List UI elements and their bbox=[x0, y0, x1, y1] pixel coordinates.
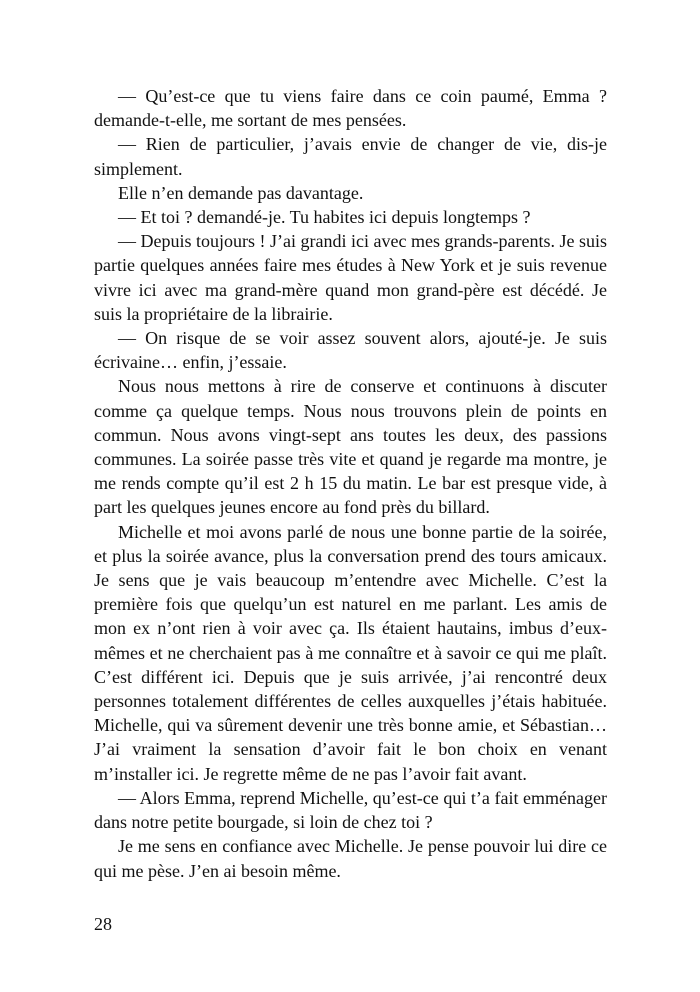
page-number: 28 bbox=[94, 914, 112, 934]
paragraph: — Alors Emma, reprend Michelle, qu’est-ce qui t’a fait emménager dans notre petite bourgade, si loin de chez toi ? bbox=[94, 787, 607, 833]
paragraph: — Depuis toujours ! J’ai grandi ici avec mes grands-parents. Je suis partie quelques années faire mes études à New York et je suis revenue vivre ici avec ma grand-mère quand mon grand-père est décédé. Je suis la propriétaire de la librairie. bbox=[94, 231, 607, 324]
paragraph: — Rien de particulier, j’avais envie de changer de vie, dis-je simplement. bbox=[94, 134, 607, 179]
paragraph: Nous nous mettons à rire de conserve et continuons à discuter comme ça quelque temps. Nous nous trouvons plein de points en commun. Nous avons vingt-sept ans toutes les deux, des passions communes. La soirée passe très vite et quand je regarde ma montre, je me rends compte qu’il est 2 h 15 du matin. Le bar est presque vide, à part les quelques jeunes encore au fond près du billard. bbox=[94, 376, 607, 518]
paragraph: Michelle et moi avons parlé de nous une bonne partie de la soirée, et plus la soirée avance, plus la conversation prend des tours amicaux. Je sens que je vais beaucoup m’entendre avec Michelle. C’est la première fois que quelqu’un est naturel en me parlant. Les amis de mon ex n’ont rien à voir avec ça. Ils étaient hautains, imbus d’eux-mêmes et ne cherchaient pas à me connaître et à savoir ce qui me plaît. C’est différent ici. Depuis que je suis arrivée, j’ai rencontré deux personnes totalement différentes de celles auxquelles j’étais habituée. Michelle, qui va sûrement devenir une très bonne amie, et Sébastian… J’ai vraiment la sensation d’avoir fait le bon choix en venant m’installer ici. Je regrette même de ne pas l’avoir fait avant. bbox=[94, 521, 607, 784]
paragraph: — Qu’est-ce que tu viens faire dans ce coin paumé, Emma ? demande-t-elle, me sortant de mes pensées. bbox=[94, 86, 607, 131]
paragraph: — On risque de se voir assez souvent alors, ajouté-je. Je suis écrivaine… enfin, j’essaie. bbox=[94, 328, 607, 373]
page-body bbox=[94, 84, 607, 883]
paragraph: Elle n’en demande pas davantage. bbox=[118, 182, 364, 203]
paragraph: — Et toi ? demandé-je. Tu habites ici depuis longtemps ? bbox=[118, 207, 531, 228]
paragraph: Je me sens en confiance avec Michelle. Je pense pouvoir lui dire ce qui me pèse. J’en ai besoin même. bbox=[94, 836, 607, 881]
